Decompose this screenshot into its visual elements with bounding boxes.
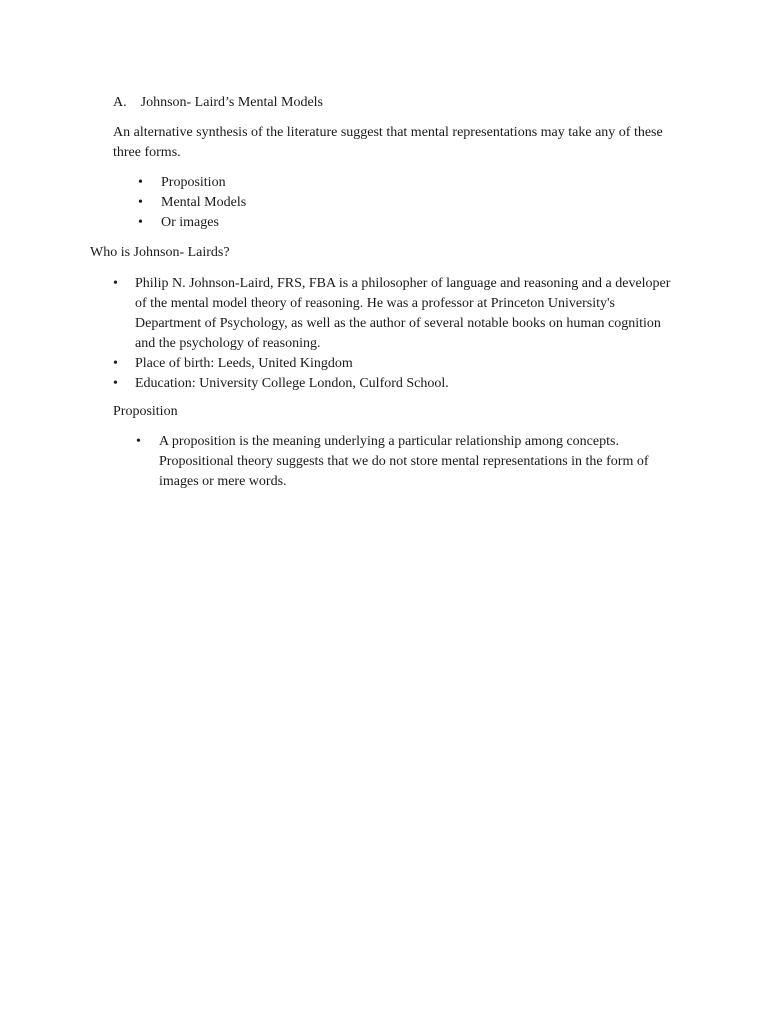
list-item-text: Mental Models xyxy=(161,195,247,210)
proposition-list xyxy=(136,432,676,492)
list-item xyxy=(136,432,676,492)
section-marker: A. xyxy=(113,95,127,110)
list-item-text: Proposition xyxy=(161,175,226,190)
section-heading xyxy=(113,93,323,113)
who-list xyxy=(113,274,683,394)
bullet-icon: • xyxy=(113,376,118,391)
list-item-text: Education: University College London, Culford School. xyxy=(135,376,449,391)
list-item xyxy=(138,193,638,213)
who-heading: Who is Johnson- Lairds? xyxy=(90,245,230,260)
list-item xyxy=(113,274,683,354)
list-item-text: Philip N. Johnson-Laird, FRS, FBA is a philosopher of language and reasoning and a developer of the mental model theory of reasoning. He was a professor at Princeton University's Department of Psychology, as well as the author of several notable books on human cognition and the psychology of reasoning. xyxy=(135,276,671,351)
list-item xyxy=(138,173,638,193)
proposition-heading: Proposition xyxy=(113,404,178,419)
bullet-icon: • xyxy=(138,175,143,190)
bullet-icon: • xyxy=(113,276,118,291)
bullet-icon: • xyxy=(113,356,118,371)
list-item xyxy=(138,213,638,233)
list-item xyxy=(113,374,683,394)
list-item xyxy=(113,354,683,374)
list-item-text: A proposition is the meaning underlying a particular relationship among concepts. Propositional theory suggests that we do not store mental representations in the form of images or mere words. xyxy=(159,434,649,489)
bullet-icon: • xyxy=(138,195,143,210)
bullet-icon: • xyxy=(136,434,141,449)
list-item-text: Place of birth: Leeds, United Kingdom xyxy=(135,356,353,371)
bullet-icon: • xyxy=(138,215,143,230)
intro-paragraph: An alternative synthesis of the literature suggest that mental representations may take any of these three forms. xyxy=(113,125,663,160)
section-title: Johnson- Laird’s Mental Models xyxy=(140,95,323,110)
list-item-text: Or images xyxy=(161,215,219,230)
forms-list xyxy=(138,173,638,233)
